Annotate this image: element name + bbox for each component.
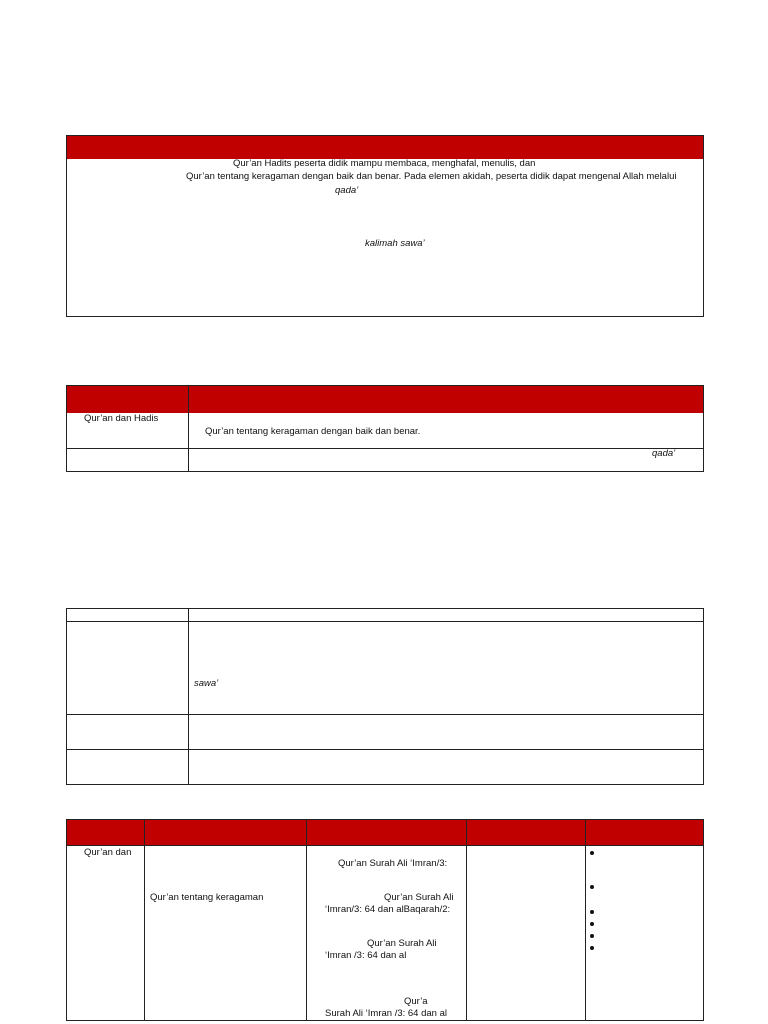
section4-col3-d2: Surah Ali ‘Imran /3: 64 dan al [325, 1008, 447, 1019]
bullet-icon [590, 946, 594, 950]
section4-col3-b1: Qur’an Surah Ali [384, 892, 454, 903]
section3-italic-sawa: sawa’ [194, 678, 219, 689]
section4-table [66, 819, 704, 1021]
section4-col3-c1: Qur’an Surah Ali [367, 938, 437, 949]
section3-table [66, 608, 704, 785]
section3-row-divider-3 [66, 749, 704, 750]
section4-col2-text: Qur’an tentang keragaman [150, 892, 264, 903]
bullet-icon [590, 885, 594, 889]
section3-row-divider-1 [66, 621, 704, 622]
section3-col-divider [188, 608, 189, 785]
section2-row1-left: Qur’an dan Hadis [84, 413, 159, 424]
section2-row2-qada: qada’ [652, 448, 676, 459]
section4-col-divider-2 [306, 819, 307, 1021]
bullet-icon [590, 910, 594, 914]
section4-col3-b2: ‘Imran/3: 64 dan alBaqarah/2: [325, 904, 451, 915]
section4-col3-c2: ‘Imran /3: 64 dan al [325, 950, 407, 961]
section4-header-divider [66, 845, 704, 846]
section4-col-divider-1 [144, 819, 145, 1021]
section4-col3-a: Qur’an Surah Ali ‘Imran/3: [338, 858, 448, 869]
section2-row-divider [66, 448, 704, 449]
section4-col3-d1: Qur’a [404, 996, 428, 1007]
section2-row1-right: Qur’an tentang keragaman dengan baik dan benar. [205, 426, 421, 437]
section1-italic-kalimah: kalimah sawa’ [365, 238, 425, 249]
section4-col1-text: Qur’an dan [84, 847, 132, 858]
bullet-icon [590, 922, 594, 926]
section1-italic-qada: qada’ [335, 185, 359, 196]
bullet-icon [590, 934, 594, 938]
section4-col-divider-3 [466, 819, 467, 1021]
section3-row-divider-2 [66, 714, 704, 715]
section1-line2: Qur’an tentang keragaman dengan baik dan benar. Pada elemen akidah, peserta didik dapat mengenal Allah melalui [186, 171, 677, 182]
bullet-icon [590, 851, 594, 855]
section2-col-divider [188, 385, 189, 472]
section1-line1: Qur’an Hadits peserta didik mampu membaca, menghafal, menulis, dan [233, 158, 536, 169]
section4-col-divider-4 [585, 819, 586, 1021]
